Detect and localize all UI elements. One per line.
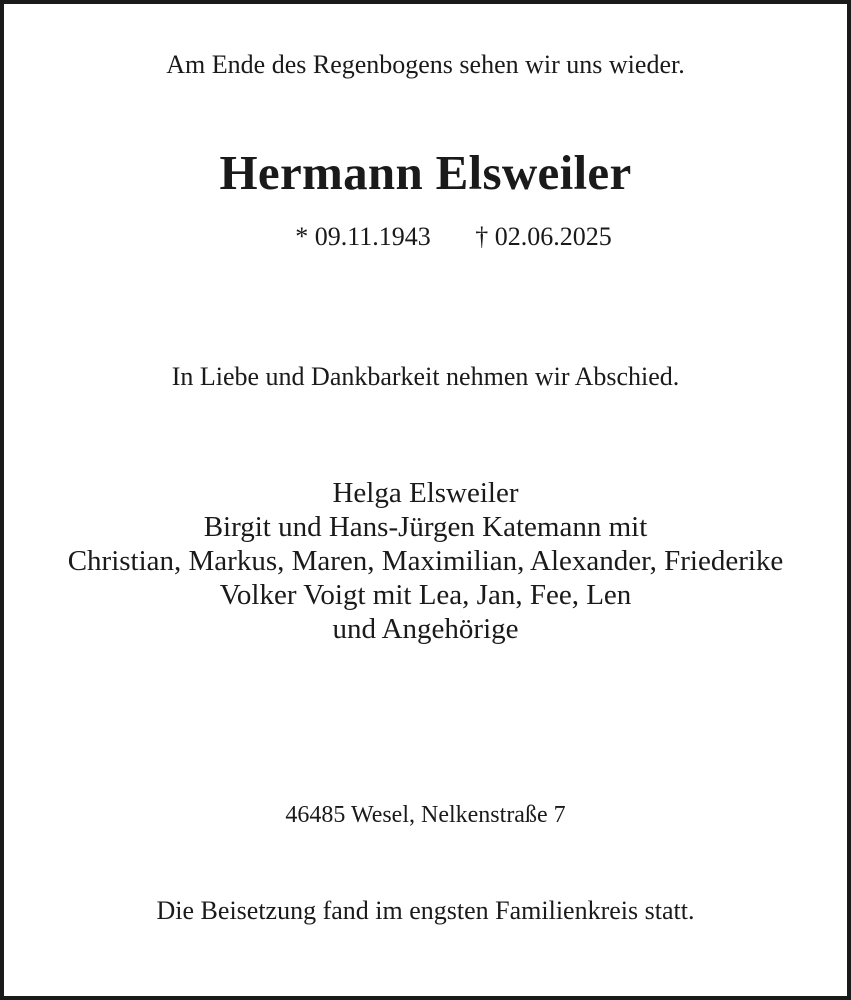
mourner-line: Helga Elsweiler [332, 477, 519, 509]
mourner-line: Christian, Markus, Maren, Maximilian, Alexander, Friederike [67, 545, 784, 577]
mourner-line: Volker Voigt mit Lea, Jan, Fee, Len [219, 579, 632, 611]
address-text: 46485 Wesel, Nelkenstraße 7 [285, 802, 566, 828]
mourner-line: Birgit und Hans-Jürgen Katemann mit [203, 511, 648, 543]
motto-text: Am Ende des Regenbogens sehen wir uns wieder. [166, 50, 685, 79]
farewell-text: In Liebe und Dankbarkeit nehmen wir Abschied. [171, 362, 680, 391]
burial-note: Die Beisetzung fand im engsten Familienkreis statt. [156, 896, 695, 925]
mourners-list [0, 476, 851, 646]
birth-date: * 09.11.1943 [295, 222, 431, 251]
deceased-name: Hermann Elsweiler [219, 145, 632, 200]
mourner-line: und Angehörige [332, 613, 519, 645]
life-dates [0, 222, 851, 252]
death-date: † 02.06.2025 [475, 222, 612, 251]
